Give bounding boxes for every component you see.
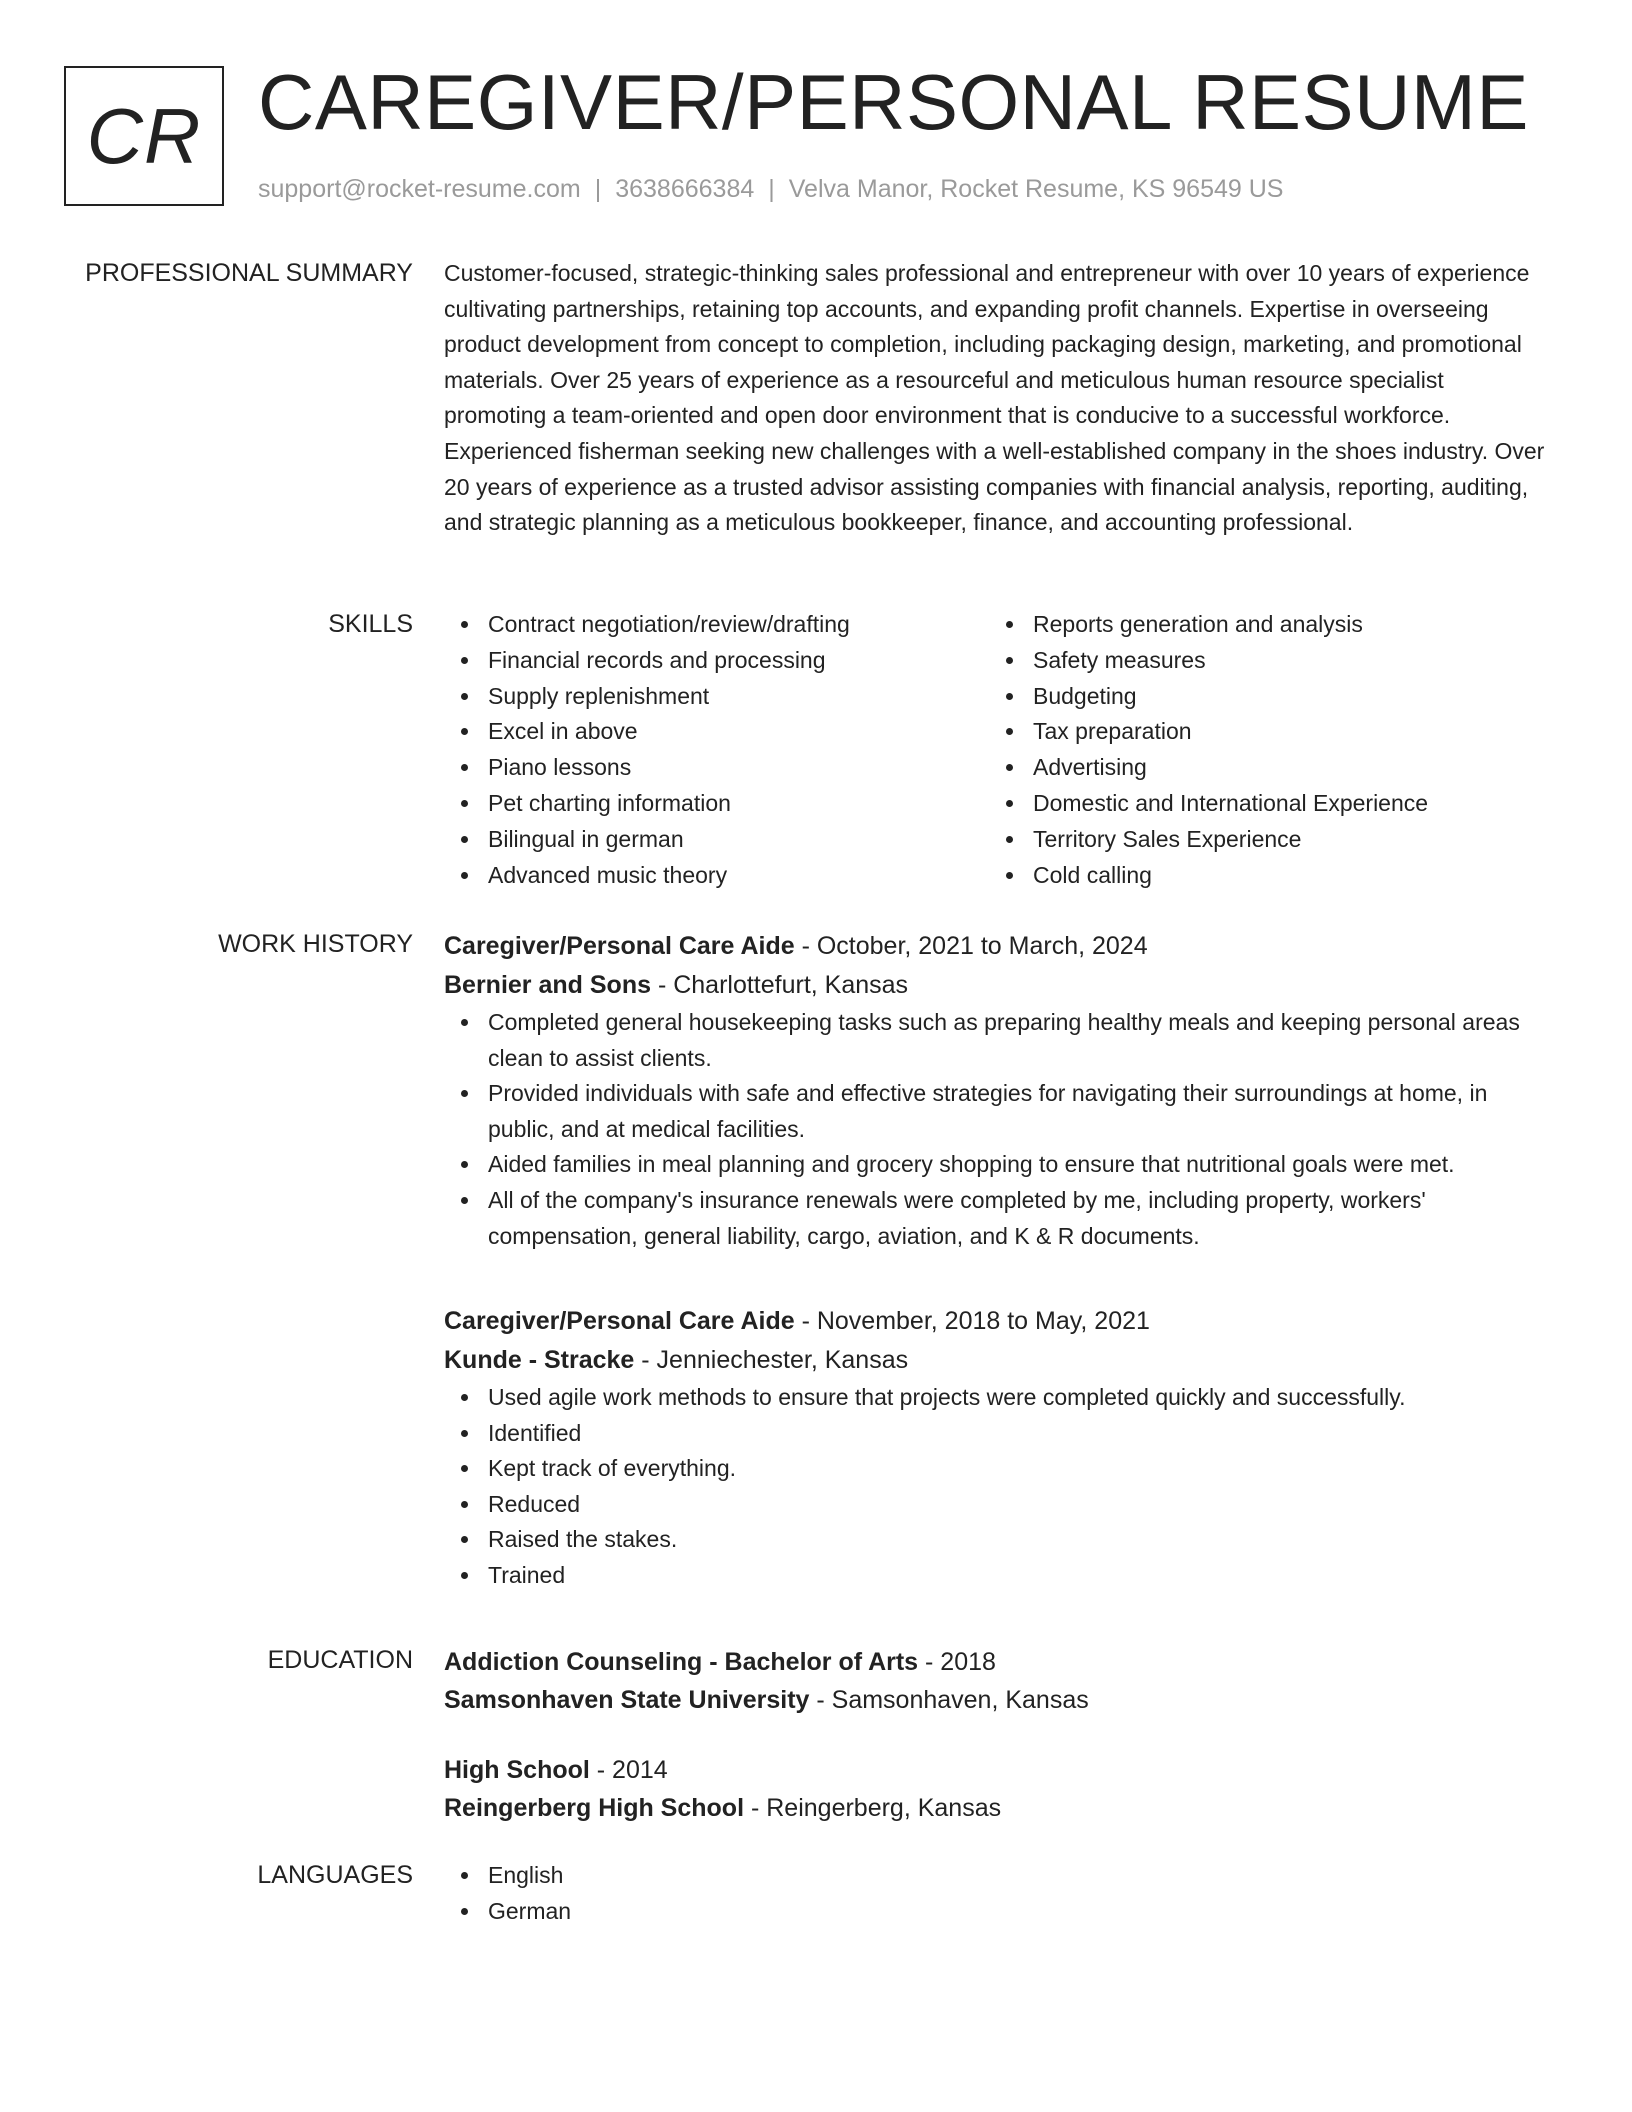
job-entry: [444, 1302, 1552, 1594]
skill-item: Territory Sales Experience: [989, 822, 1534, 858]
summary-body: [444, 256, 1552, 541]
education-year: - 2014: [589, 1756, 668, 1784]
job-bullet: Provided individuals with safe and effective strategies for navigating their surroundings at home, in public, and at medical facilities.: [444, 1076, 1552, 1147]
skill-item: Budgeting: [989, 679, 1534, 715]
skills-column-left: [444, 607, 989, 893]
skill-item: Cold calling: [989, 858, 1534, 894]
contact-separator: |: [768, 175, 775, 203]
languages-list: [444, 1858, 1552, 1929]
job-bullet: Completed general housekeeping tasks such as preparing healthy meals and keeping personal areas clean to assist clients.: [444, 1005, 1552, 1076]
job-company: Bernier and Sons: [444, 971, 651, 999]
section-label-education: EDUCATION: [267, 1646, 413, 1674]
job-entry: [444, 927, 1552, 1254]
skills-list-left: [444, 607, 989, 893]
job-bullet: Kept track of everything.: [444, 1451, 1552, 1487]
education-degree: High School: [444, 1756, 590, 1784]
languages-body: [444, 1858, 1552, 1929]
education-school: Reingerberg High School: [444, 1794, 745, 1822]
skill-item: Reports generation and analysis: [989, 607, 1534, 643]
education-school: Samsonhaven State University: [444, 1686, 810, 1714]
job-company-line: [444, 966, 1552, 1005]
monogram-badge: [64, 66, 224, 206]
summary-text: Customer-focused, strategic-thinking sales professional and entrepreneur with over 10 years of experience cultivating partnerships, retaining top accounts, and expanding profit channels. Expertise in overseeing product development from concept to completion, including packaging design, marketing, and promotional materials. Over 25 years of experience as a resourceful and meticulous human resource specialist promoting a team-oriented and open door environment that is conducive to a successful workforce. Experienced fisherman seeking new challenges with a well-established company in the shoes industry. Over 20 years of experience as a trusted advisor assisting companies with financial analysis, reporting, auditing, and strategic planning as a meticulous bookkeeper, finance, and accounting professional.: [444, 260, 1545, 536]
education-year: - 2018: [918, 1648, 996, 1676]
job-bullets: [444, 1005, 1552, 1254]
education-entry: [444, 1751, 1552, 1827]
skill-item: Supply replenishment: [444, 679, 989, 715]
contact-separator: |: [594, 175, 602, 203]
education-entry: [444, 1643, 1552, 1719]
skill-item: Safety measures: [989, 643, 1534, 679]
job-company-line: [444, 1341, 1552, 1380]
contact-email: support@rocket-resume.com: [258, 175, 581, 203]
job-title-line: [444, 927, 1552, 966]
section-label-summary: PROFESSIONAL SUMMARY: [85, 259, 413, 287]
job-bullet: Used agile work methods to ensure that projects were completed quickly and successfully.: [444, 1380, 1552, 1416]
skill-item: Excel in above: [444, 714, 989, 750]
job-bullet: Reduced: [444, 1487, 1552, 1523]
skill-item: Piano lessons: [444, 750, 989, 786]
job-company: Kunde - Stracke: [444, 1346, 635, 1374]
section-label-skills: SKILLS: [328, 610, 413, 638]
skill-item: Contract negotiation/review/drafting: [444, 607, 989, 643]
job-dates: - October, 2021 to March, 2024: [794, 932, 1148, 960]
education-degree: Addiction Counseling - Bachelor of Arts: [444, 1648, 919, 1676]
contact-phone: 3638666384: [615, 175, 755, 203]
skill-item: Bilingual in german: [444, 822, 989, 858]
resume-title: CAREGIVER/PERSONAL RESUME: [258, 58, 1529, 146]
skill-item: Financial records and processing: [444, 643, 989, 679]
skills-list-right: [989, 607, 1534, 893]
language-item: English: [444, 1858, 1552, 1894]
job-location: - Charlottefurt, Kansas: [651, 971, 909, 999]
section-label-work: WORK HISTORY: [218, 930, 413, 958]
job-bullet: Trained: [444, 1558, 1552, 1594]
job-bullets: [444, 1380, 1552, 1594]
job-location: - Jenniechester, Kansas: [634, 1346, 909, 1374]
language-item: German: [444, 1894, 1552, 1930]
education-location: - Samsonhaven, Kansas: [809, 1686, 1089, 1714]
job-dates: - November, 2018 to May, 2021: [794, 1307, 1150, 1335]
section-label-languages: LANGUAGES: [257, 1861, 413, 1889]
skill-item: Domestic and International Experience: [989, 786, 1534, 822]
education-school-line: [444, 1789, 1552, 1827]
job-bullet: Aided families in meal planning and grocery shopping to ensure that nutritional goals were met.: [444, 1147, 1552, 1183]
contact-line: [258, 174, 1283, 204]
skill-item: Advanced music theory: [444, 858, 989, 894]
monogram-text: CR: [86, 91, 202, 180]
job-bullet: All of the company's insurance renewals were completed by me, including property, workers' compensation, general liability, cargo, aviation, and K & R documents.: [444, 1183, 1552, 1254]
skill-item: Advertising: [989, 750, 1534, 786]
job-title: Caregiver/Personal Care Aide: [444, 932, 795, 960]
skill-item: Pet charting information: [444, 786, 989, 822]
education-location: - Reingerberg, Kansas: [744, 1794, 1002, 1822]
job-title: Caregiver/Personal Care Aide: [444, 1307, 795, 1335]
skill-item: Tax preparation: [989, 714, 1534, 750]
education-degree-line: [444, 1751, 1552, 1789]
job-bullet: Identified: [444, 1416, 1552, 1452]
job-bullet: Raised the stakes.: [444, 1522, 1552, 1558]
education-school-line: [444, 1681, 1552, 1719]
skills-grid: [444, 607, 1552, 893]
education-degree-line: [444, 1643, 1552, 1681]
job-title-line: [444, 1302, 1552, 1341]
skills-body: [444, 607, 1552, 893]
skills-column-right: [989, 607, 1534, 893]
contact-address: Velva Manor, Rocket Resume, KS 96549 US: [788, 175, 1284, 203]
